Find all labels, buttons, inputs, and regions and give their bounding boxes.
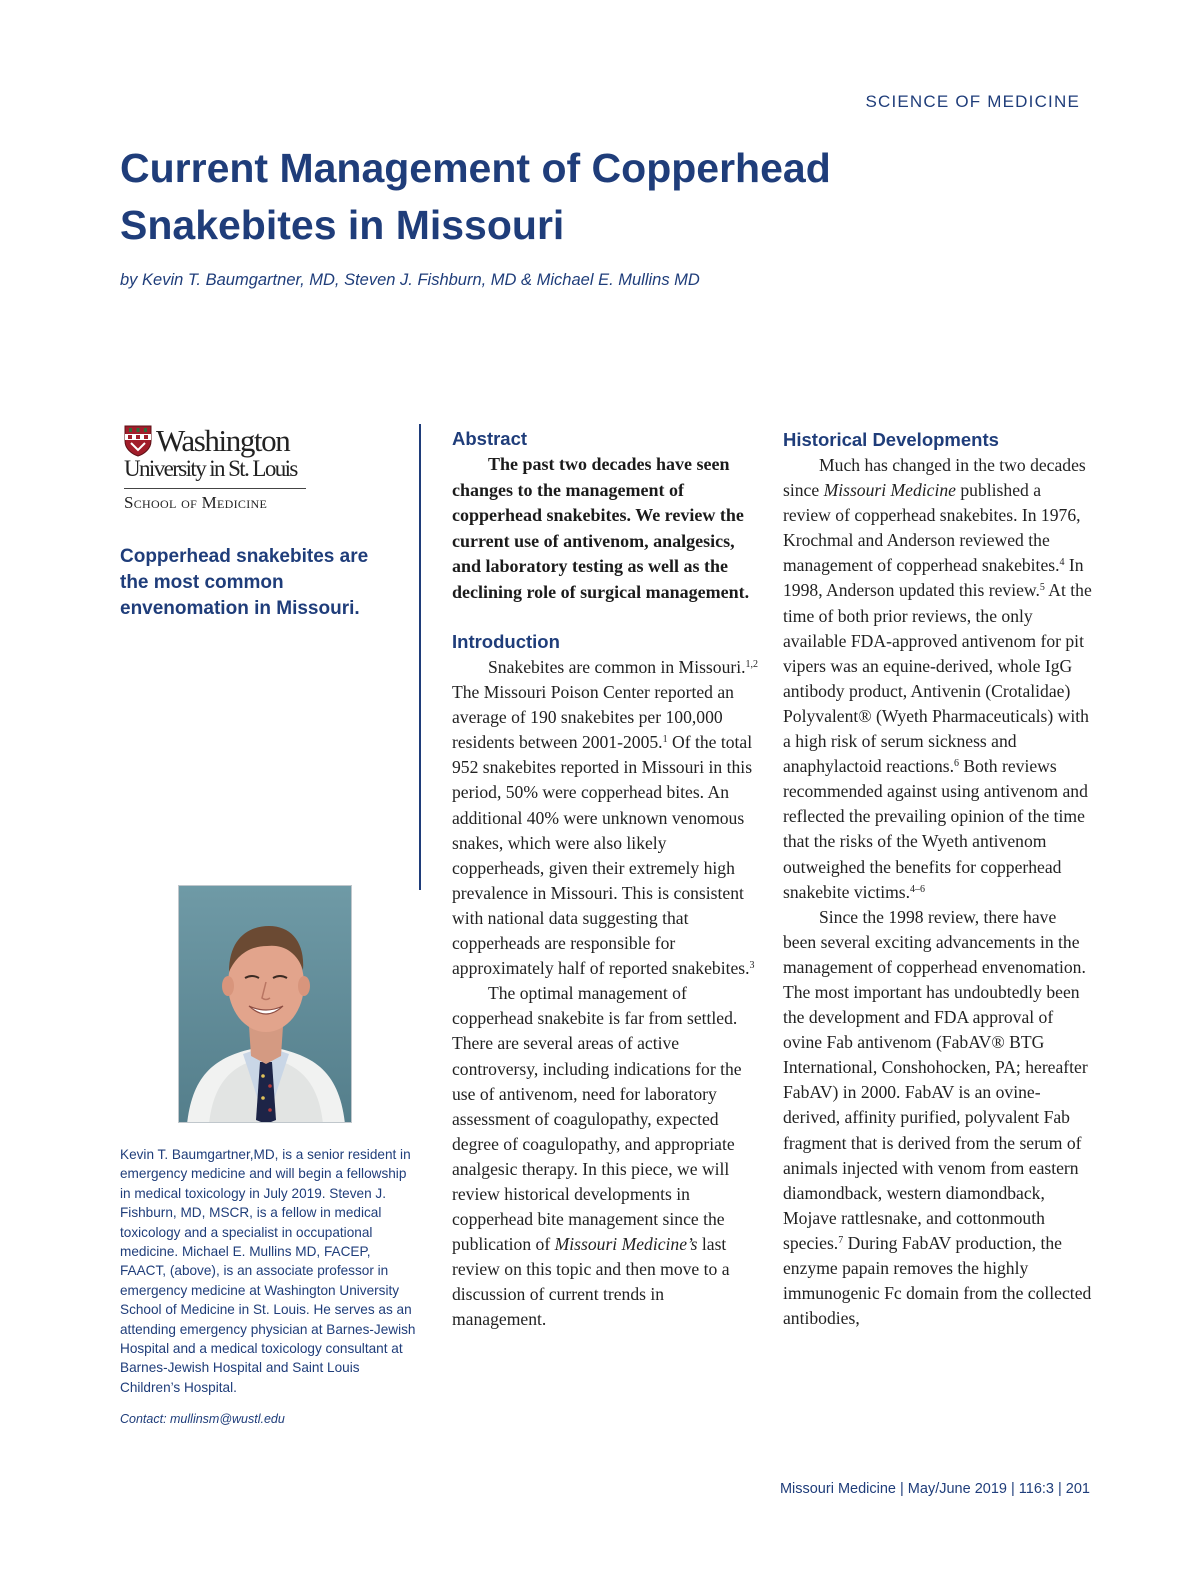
introduction-paragraph-2: The optimal management of copperhead snakebite is far from settled. There are several areas of active controversy, including indications for the use of antivenom, need for laboratory assessment of coagulopathy, expected degree of coagulopathy, and appropriate analgesic therapy. In this piece, we will review historical developments in copperhead bite management since the publication of Missouri Medicine’s last review on this topic and then move to a discussion of current trends in management. (452, 983, 742, 1330)
middle-column (452, 426, 762, 1333)
right-column (783, 427, 1093, 1331)
shield-icon (124, 425, 152, 457)
historical-paragraph-1: Much has changed in the two decades since Missouri Medicine published a review of copperhead snakebites. In 1976, Krochmal and Anderson reviewed the management of copperhead snakebites.$^4$ In 1998, Anderson updated this review.$^5$ At the time of both prior reviews, the only available FDA-approved antivenom for pit vipers was an equine-derived, whole IgG antibody product, Antivenin (Crotalidae) Polyvalent® (Wyeth Pharmaceuticals) with a high risk of serum sickness and anaphylactoid reactions.$^6$ Both reviews recommended against using antivenom and reflected the prevailing opinion of the time that the risks of the Wyeth antivenom outweighed the benefits for copperhead snakebite victims.$^{4-6}$ (783, 455, 1092, 902)
historical-paragraph-2: Since the 1998 review, there have been several exciting advancements in the management of copperhead envenomation. The most important has undoubtedly been the development and FDA approval of ovine Fab antivenom (FabAV® BTG International, Conshohocken, PA; hereafter FabAV) in 2000. FabAV is an ovine-derived, affinity purified, polyvalent Fab fragment that is derived from the serum of animals injected with venom from eastern diamondback, western diamondback, Mojave rattlesnake, and cottonmouth species.$^7$ During FabAV production, the enzyme papain removes the highly immunogenic Fc domain from the collected antibodies, (783, 906, 1092, 1329)
introduction-paragraph-1: Snakebites are common in Missouri.$^{1,2}$ The Missouri Poison Center reported an average of 190 snakebites per 100,000 residents between 2001-2005.$^1$ Of the total 952 snakebites reported in Missouri in this period, 50% were copperhead bites. An additional 40% were unknown venomous snakes, which were also likely copperheads, given their extremely high prevalence in Missouri. This is consistent with national data suggesting that copperheads are responsible for approximately half of reported snakebites.$^3$ (452, 657, 759, 979)
author-bio: Kevin T. Baumgartner,MD, is a senior resident in emergency medicine and will begin a fellowship in medical toxicology in July 2019. Steven J. Fishburn, MD, MSCR, is a fellow in medical toxicology and a specialist in occupational medicine. Michael E. Mullins MD, FACEP, FAACT, (above), is an associate professor in emergency medicine at Washington University School of Medicine in St. Louis. He serves as an attending emergency physician at Barnes-Jewish Hospital and a medical toxicology consultant at Barnes-Jewish Hospital and Saint Louis Children’s Hospital. (120, 1147, 416, 1395)
historical-heading: Historical Developments (783, 429, 999, 450)
page-footer: Missouri Medicine | May/June 2019 | 116:3 | 201 (779, 1481, 1090, 1497)
citation: 1,2 (745, 659, 759, 670)
citation: 7 (838, 1234, 844, 1246)
abstract-heading: Abstract (452, 428, 528, 449)
pull-quote: Copperhead snakebites are the most common envenomation in Missouri. (120, 546, 369, 619)
citation: 4 (1059, 557, 1065, 569)
abstract-text: The past two decades have seen changes to the management of copperhead snakebites. We review the current use of antivenom, analgesics, and laboratory testing as well as the declining role of surgical management. (452, 454, 750, 602)
citation: 3 (749, 960, 755, 972)
citation: 1 (662, 734, 668, 746)
citation: 4–6 (910, 883, 926, 895)
author-photo (178, 885, 352, 1123)
logo-university: University in St. Louis (124, 456, 297, 481)
citation: 5 (1039, 582, 1045, 594)
byline: by Kevin T. Baumgartner, MD, Steven J. Fishburn, MD & Michael E. Mullins MD (120, 271, 700, 289)
logo-rule (124, 488, 306, 489)
logo-school: School of Medicine (124, 493, 268, 512)
article-title: Current Management of Copperhead Snakebites in Missouri (120, 145, 831, 248)
logo-washington: Washington (156, 423, 290, 458)
citation: 6 (953, 758, 959, 770)
author-contact[interactable]: Contact: mullinsm@wustl.edu (120, 1412, 285, 1426)
university-logo (124, 424, 310, 513)
introduction-heading: Introduction (452, 631, 560, 652)
column-divider (419, 424, 421, 890)
section-label: SCIENCE OF MEDICINE (865, 92, 1080, 111)
